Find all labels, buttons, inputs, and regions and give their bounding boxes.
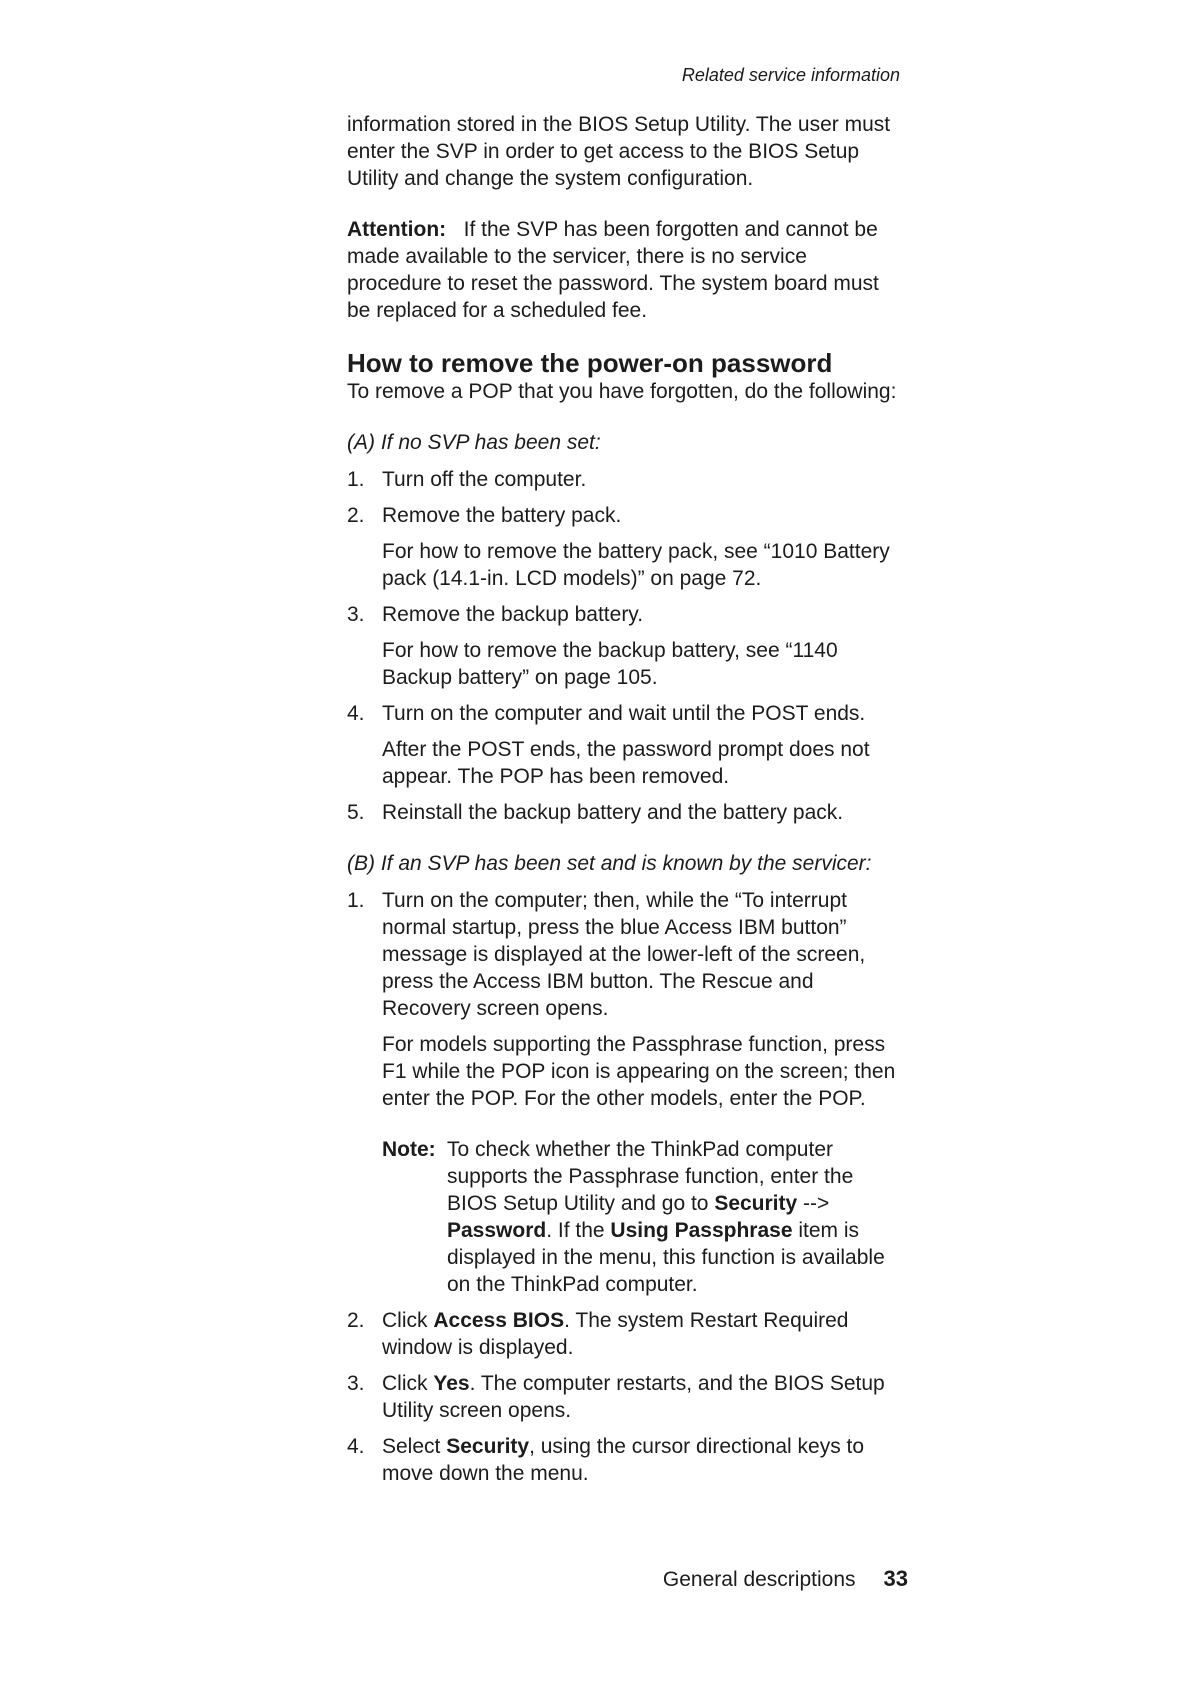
step-detail: For how to remove the backup battery, see “1140 Backup battery” on page 105. xyxy=(382,639,838,689)
step-number: 5. xyxy=(347,801,365,824)
step-number: 4. xyxy=(347,702,365,725)
list-item xyxy=(347,1307,907,1361)
step-text: Click Yes. The computer restarts, and the BIOS Setup Utility screen opens. xyxy=(382,1372,885,1422)
attention-text: If the SVP has been forgotten and cannot be made available to the servicer, there is no service procedure to reset the password. The system board must be replaced for a scheduled fee. xyxy=(347,218,879,322)
step-text: Click Access BIOS. The system Restart Required window is displayed. xyxy=(382,1309,849,1359)
list-item xyxy=(347,601,907,691)
list-item xyxy=(347,1433,907,1487)
step-detail: For how to remove the battery pack, see “1010 Battery pack (14.1-in. LCD models)” on page 72. xyxy=(382,540,890,590)
step-text: Turn on the computer; then, while the “To interrupt normal startup, press the blue Access IBM button” message is displayed at the lower-left of the screen, press the Access IBM button. The Rescue and Recovery screen opens. xyxy=(382,889,866,1020)
note-text: To check whether the ThinkPad computer supports the Passphrase function, enter the BIOS Setup Utility and go to Security --> Password. If the Using Passphrase item is displayed in the menu, this function is available on the ThinkPad computer. xyxy=(447,1138,885,1296)
part-b-title: (B) If an SVP has been set and is known by the servicer: xyxy=(347,852,872,875)
running-header: Related service information xyxy=(681,65,900,85)
list-item xyxy=(347,466,907,493)
step-text: Turn off the computer. xyxy=(382,468,587,491)
step-text: Reinstall the backup battery and the battery pack. xyxy=(382,801,844,824)
step-number: 3. xyxy=(347,603,365,626)
step-number: 2. xyxy=(347,504,365,527)
page-footer xyxy=(550,1565,908,1594)
part-a-title: (A) If no SVP has been set: xyxy=(347,431,601,454)
step-detail: For models supporting the Passphrase function, press F1 while the POP icon is appearing on the screen; then enter the POP. For the other models, enter the POP. xyxy=(382,1033,896,1110)
part-b-steps xyxy=(347,887,907,1487)
part-a-steps xyxy=(347,466,907,826)
footer-section: General descriptions xyxy=(662,1568,856,1591)
step-text: Remove the backup battery. xyxy=(382,603,644,626)
page-number: 33 xyxy=(883,1566,908,1591)
intro-paragraph: information stored in the BIOS Setup Utility. The user must enter the SVP in order to get access to the BIOS Setup Utility and change the system configuration. xyxy=(347,113,891,190)
step-detail: After the POST ends, the password prompt does not appear. The POP has been removed. xyxy=(382,738,870,788)
step-number: 2. xyxy=(347,1309,365,1332)
step-number: 1. xyxy=(347,889,365,912)
content-column xyxy=(347,111,907,1496)
list-item xyxy=(347,887,907,1298)
step-number: 1. xyxy=(347,468,365,491)
step-number: 4. xyxy=(347,1435,365,1458)
step-text: Turn on the computer and wait until the POST ends. xyxy=(382,702,866,725)
section-intro: To remove a POP that you have forgotten, do the following: xyxy=(347,380,897,403)
note-label: Note: xyxy=(382,1138,436,1161)
attention-label: Attention: xyxy=(347,218,447,241)
attention-paragraph xyxy=(347,216,907,324)
list-item xyxy=(347,799,907,826)
section-heading: How to remove the power-on password xyxy=(347,348,833,378)
step-text: Select Security, using the cursor directional keys to move down the menu. xyxy=(382,1435,865,1485)
note-block xyxy=(382,1136,907,1298)
list-item xyxy=(347,502,907,592)
list-item xyxy=(347,1370,907,1424)
step-text: Remove the battery pack. xyxy=(382,504,622,527)
list-item xyxy=(347,700,907,790)
step-number: 3. xyxy=(347,1372,365,1395)
